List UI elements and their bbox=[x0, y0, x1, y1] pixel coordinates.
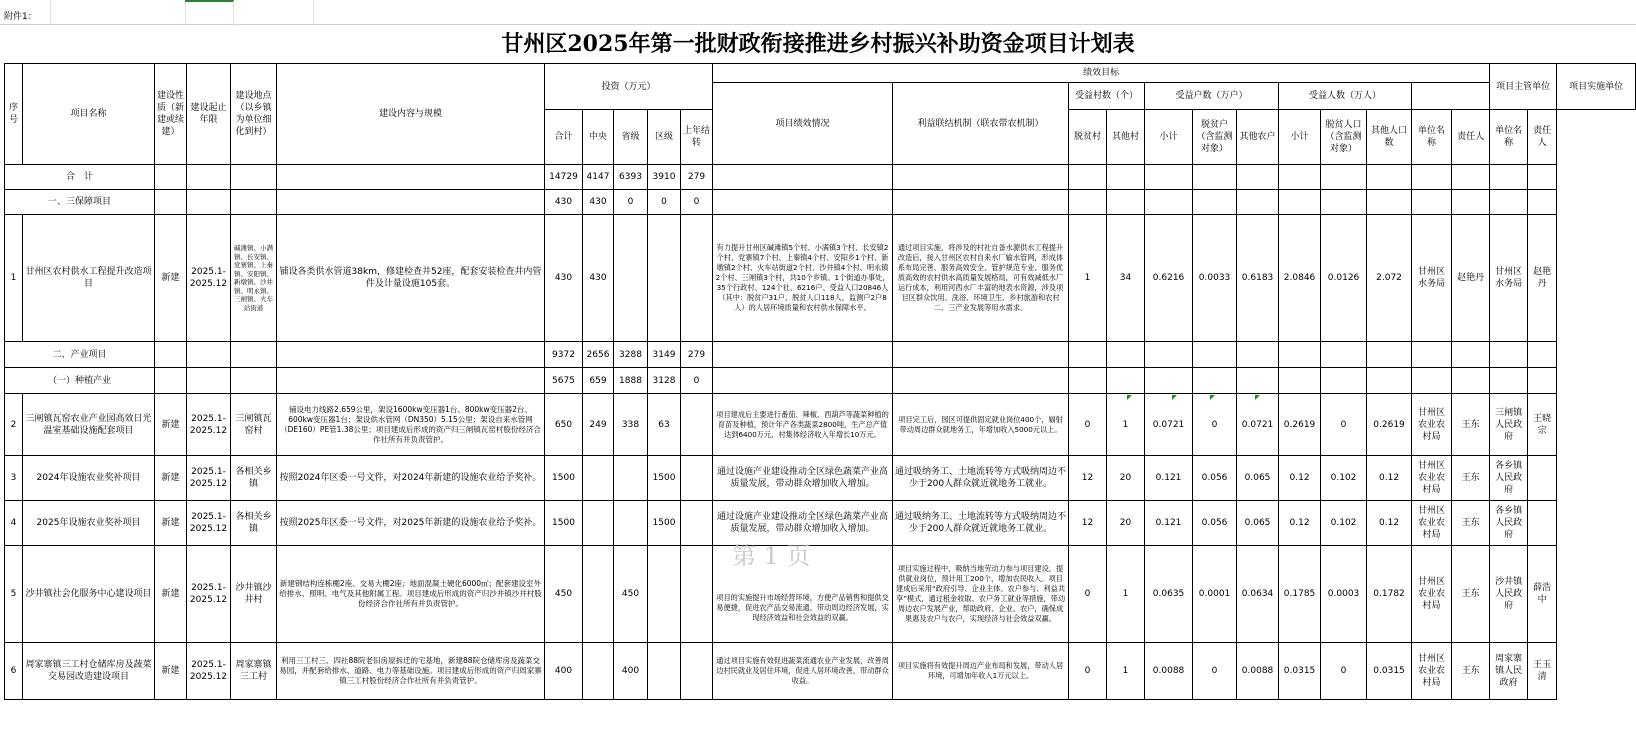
header-perf-situation: 项目绩效情况 bbox=[713, 83, 893, 165]
row-impl-unit: 三闸镇人民政府 bbox=[1490, 394, 1528, 456]
row-hh-poor: 0 bbox=[1193, 643, 1237, 700]
header-location: 建设地点（以乡镇为单位细化到村） bbox=[231, 64, 277, 165]
header-responsible: 责任人 bbox=[1452, 110, 1490, 165]
row-carry bbox=[681, 394, 713, 456]
row-location: 三闸镇瓦窑村 bbox=[231, 394, 277, 456]
row-name: 周家寨镇三工村仓储库房及蔬菜交易园改造建设项目 bbox=[23, 643, 155, 700]
row-performance: 通过设施产业建设推动全区绿色蔬菜产业高质量发展，带动群众增加收入增加。 bbox=[713, 501, 893, 546]
row-total: 650 bbox=[545, 394, 583, 456]
row-pop-poor: 0.102 bbox=[1321, 501, 1367, 546]
row-mechanism: 项目实施过程中，吸纳当地劳动力参与项目建设，提供就业岗位，预计用工200个，增加农民收入。项目建成后采用“政府引导、企业主体、农户参与、利益共享”模式，通过租金收取、农户务工就业等措施，带动周边农户发展产业，帮助政府、企业、农户，确保成果惠及农户与农户，实现经济与社会效益双赢。 bbox=[893, 546, 1069, 643]
header-impl-responsible: 责任人 bbox=[1528, 110, 1557, 165]
row-central bbox=[583, 546, 614, 643]
row-central bbox=[583, 643, 614, 700]
row-hh-poor: 0.056 bbox=[1193, 501, 1237, 546]
sheet-cell[interactable] bbox=[50, 0, 186, 24]
row-main-unit: 甘州区农业农村局 bbox=[1412, 643, 1452, 700]
section-carry: 0 bbox=[681, 190, 713, 215]
row-no: 2 bbox=[5, 394, 23, 456]
header-impl-unit-name: 单位名称 bbox=[1490, 110, 1528, 165]
row-pop-poor: 0 bbox=[1321, 394, 1367, 456]
row-mechanism: 项目实施将有效提升周边产业布局和发展，带动人居环境，可增加年收入1万元以上。 bbox=[893, 643, 1069, 700]
row-pop-sub: 0.2619 bbox=[1279, 394, 1321, 456]
cell-comment-indicator bbox=[1127, 395, 1132, 400]
row-hh-poor: 0 bbox=[1193, 394, 1237, 456]
header-households: 受益户数（万户） bbox=[1145, 83, 1279, 110]
row-nature: 新建 bbox=[155, 394, 187, 456]
header-inv-province: 省级 bbox=[614, 110, 648, 165]
row-mechanism: 通过吸纳务工、土地流转等方式吸纳周边不少于200人群众就近就地务工就业。 bbox=[893, 501, 1069, 546]
row-hh-sub: 0.0088 bbox=[1145, 643, 1193, 700]
row-total: 400 bbox=[545, 643, 583, 700]
row-main-resp: 王东 bbox=[1452, 501, 1490, 546]
row-main-unit: 甘州区农业农村局 bbox=[1412, 546, 1452, 643]
sheet-column-strip bbox=[0, 0, 1636, 25]
sheet-cell-selected[interactable] bbox=[185, 0, 234, 26]
row-province bbox=[614, 501, 648, 546]
summary-total: 14729 bbox=[545, 165, 583, 190]
row-pop-other: 0.1782 bbox=[1367, 546, 1412, 643]
row-content: 铺设各类供水管道38km，修建检查井52座，配套安装检查井内管件及计量设施105套。 bbox=[277, 215, 545, 342]
row-hh-sub: 0.0721 bbox=[1145, 394, 1193, 456]
row-mechanism: 通过吸纳务工、土地流转等方式吸纳周边不少于200人群众就近就地务工就业。 bbox=[893, 456, 1069, 501]
row-pop-poor: 0.0003 bbox=[1321, 546, 1367, 643]
row-location: 沙井镇沙井村 bbox=[231, 546, 277, 643]
project-plan-table bbox=[4, 63, 1636, 700]
row-other-village: 1 bbox=[1107, 643, 1145, 700]
section-central: 430 bbox=[583, 190, 614, 215]
header-nature: 建设性质（新建或续建） bbox=[155, 64, 187, 165]
section-district: 3128 bbox=[648, 368, 681, 394]
row-pop-sub: 0.12 bbox=[1279, 501, 1321, 546]
row-name: 2024年设施农业奖补项目 bbox=[23, 456, 155, 501]
header-hh-other: 其他农户 bbox=[1237, 110, 1279, 165]
row-impl-resp: 王玉清 bbox=[1528, 643, 1557, 700]
row-pop-other: 0.12 bbox=[1367, 456, 1412, 501]
header-hh-subtotal: 小计 bbox=[1145, 110, 1193, 165]
row-main-unit: 甘州区农业农村局 bbox=[1412, 394, 1452, 456]
header-hh-poor: 脱贫户（含监测对象） bbox=[1193, 110, 1237, 165]
header-pop-other: 其他人口数 bbox=[1367, 110, 1412, 165]
row-location: 周家寨镇三工村 bbox=[231, 643, 277, 700]
section-total: 5675 bbox=[545, 368, 583, 394]
row-central: 430 bbox=[583, 215, 614, 342]
row-hh-other: 0.6183 bbox=[1237, 215, 1279, 342]
cell-comment-indicator bbox=[1172, 395, 1177, 400]
cell-comment-indicator bbox=[1255, 395, 1260, 400]
row-hh-sub: 0.0635 bbox=[1145, 546, 1193, 643]
section-province: 0 bbox=[614, 190, 648, 215]
table-row bbox=[5, 456, 1636, 501]
row-pop-poor: 0.0126 bbox=[1321, 215, 1367, 342]
row-main-resp: 王东 bbox=[1452, 643, 1490, 700]
header-inv-central: 中央 bbox=[583, 110, 614, 165]
row-province: 400 bbox=[614, 643, 648, 700]
row-pop-other: 0.12 bbox=[1367, 501, 1412, 546]
table-row bbox=[5, 643, 1636, 700]
row-hh-poor: 0.056 bbox=[1193, 456, 1237, 501]
row-district: 63 bbox=[648, 394, 681, 456]
row-main-resp: 王东 bbox=[1452, 394, 1490, 456]
section-total: 9372 bbox=[545, 342, 583, 368]
row-no: 6 bbox=[5, 643, 23, 700]
row-hh-other: 0.0634 bbox=[1237, 546, 1279, 643]
row-poor-village: 12 bbox=[1069, 501, 1107, 546]
row-poor-village: 1 bbox=[1069, 215, 1107, 342]
section-total: 430 bbox=[545, 190, 583, 215]
row-other-village: 1 bbox=[1107, 394, 1145, 456]
row-province: 450 bbox=[614, 546, 648, 643]
header-main-unit: 项目主管单位 bbox=[1490, 64, 1557, 110]
row-central bbox=[583, 456, 614, 501]
header-content: 建设内容与规模 bbox=[277, 64, 545, 165]
header-name: 项目名称 bbox=[23, 64, 155, 165]
row-total: 450 bbox=[545, 546, 583, 643]
row-impl-unit: 甘州区水务局 bbox=[1490, 215, 1528, 342]
row-impl-resp bbox=[1528, 501, 1557, 546]
sheet-cell[interactable] bbox=[233, 0, 314, 24]
section-central: 659 bbox=[583, 368, 614, 394]
row-content: 铺设电力线路2.659公里，架设1600kw变压器1台、800kw变压器2台、600kw变压器1台；架设供水管网（DN350）5.15公里；架设自来水管网（DE160）PE管1.38公里；项目建成后形成的资产归三闸镇瓦窑村股份经济合作社所有并负责管护。 bbox=[277, 394, 545, 456]
row-no: 5 bbox=[5, 546, 23, 643]
section-carry: 0 bbox=[681, 368, 713, 394]
row-mechanism: 项目完工后，园区可提供固定就业岗位400个，辐射带动周边群众就地务工，年增加收入5000元以上。 bbox=[893, 394, 1069, 456]
header-impl-unit: 项目实施单位 bbox=[1557, 64, 1636, 110]
row-pop-other: 0.0315 bbox=[1367, 643, 1412, 700]
summary-district: 3910 bbox=[648, 165, 681, 190]
row-central bbox=[583, 501, 614, 546]
header-inv-carry: 上年结转 bbox=[681, 110, 713, 165]
section-province: 1888 bbox=[614, 368, 648, 394]
row-province bbox=[614, 456, 648, 501]
row-poor-village: 0 bbox=[1069, 643, 1107, 700]
row-impl-unit: 各乡镇人民政府 bbox=[1490, 456, 1528, 501]
header-row bbox=[5, 64, 1636, 83]
row-main-resp: 王东 bbox=[1452, 546, 1490, 643]
row-content: 按照2024年区委一号文件，对2024年新建的设施农业给予奖补。 bbox=[277, 456, 545, 501]
row-province bbox=[614, 215, 648, 342]
header-villages: 受益村数（个） bbox=[1069, 83, 1145, 110]
row-pop-sub: 0.12 bbox=[1279, 456, 1321, 501]
cell-comment-indicator bbox=[1210, 395, 1215, 400]
section-row bbox=[5, 342, 1636, 368]
row-content: 利用三工村三、四社88院老旧房屋拆迁的宅基地，新建88院仓储库房及蔬菜交易园，并配套给排水、道路、电力等基础设施。项目建成后形成的资产归周家寨镇三工村股份经济合作社所有并负责管护。 bbox=[277, 643, 545, 700]
row-hh-other: 0.0088 bbox=[1237, 643, 1279, 700]
table-row bbox=[5, 546, 1636, 643]
row-name: 三闸镇瓦窑农业产业园高效日光温室基础设施配套项目 bbox=[23, 394, 155, 456]
row-carry bbox=[681, 501, 713, 546]
summary-carry: 279 bbox=[681, 165, 713, 190]
row-main-resp: 赵艳丹 bbox=[1452, 215, 1490, 342]
row-no: 3 bbox=[5, 456, 23, 501]
row-pop-poor: 0.102 bbox=[1321, 456, 1367, 501]
row-no: 4 bbox=[5, 501, 23, 546]
section-district: 0 bbox=[648, 190, 681, 215]
section-label: 二、产业项目 bbox=[5, 342, 155, 368]
table-row bbox=[5, 501, 1636, 546]
row-poor-village: 0 bbox=[1069, 546, 1107, 643]
row-no: 1 bbox=[5, 215, 23, 342]
summary-label: 合 计 bbox=[5, 165, 155, 190]
header-inv-total: 合计 bbox=[545, 110, 583, 165]
row-name: 沙井镇社会化服务中心建设项目 bbox=[23, 546, 155, 643]
header-other-village: 其他村 bbox=[1107, 110, 1145, 165]
row-district: 1500 bbox=[648, 456, 681, 501]
header-population: 受益人数（万人） bbox=[1279, 83, 1412, 110]
row-period: 2025.1-2025.12 bbox=[187, 501, 231, 546]
header-period: 建设起止年限 bbox=[187, 64, 231, 165]
row-period: 2025.1-2025.12 bbox=[187, 643, 231, 700]
row-pop-poor: 0 bbox=[1321, 643, 1367, 700]
table-title: 甘州区2025年第一批财政衔接推进乡村振兴补助资金项目计划表 bbox=[501, 31, 1135, 57]
row-performance: 有力提升甘州区碱滩镇5个村、小满镇3个村、长安镇2个村、党寨镇7个村、上秦镇4个村、安阳乡1个村、新墩镇2个村、火车站街道2个村、沙井镇4个村、明永镇2个村、三闸镇3个村，共10个乡镇、1个街道办事处，35个行政村、124个社、6216户、受益人口20846人（其中：脱贫户31户、脱贫人口118人，监测户2户8人）的人居环境质量和农村供水保障水平。 bbox=[713, 215, 893, 342]
row-poor-village: 12 bbox=[1069, 456, 1107, 501]
row-carry bbox=[681, 546, 713, 643]
row-carry bbox=[681, 456, 713, 501]
row-name: 甘州区农村供水工程提升改造项目 bbox=[23, 215, 155, 342]
header-inv-district: 区级 bbox=[648, 110, 681, 165]
row-province: 338 bbox=[614, 394, 648, 456]
row-other-village: 20 bbox=[1107, 456, 1145, 501]
section-label: 一、三保障项目 bbox=[5, 190, 155, 215]
row-location: 各相关乡镇 bbox=[231, 456, 277, 501]
summary-province: 6393 bbox=[614, 165, 648, 190]
row-hh-other: 0.065 bbox=[1237, 501, 1279, 546]
row-mechanism: 通过项目实施，将涉及的村社自备水源供水工程提升改造后，接入甘州区农村自来水厂输水管网，形成体系布局完善、服务高效安全、管护规范专业、服务优质高效的农村供水高质量发展格局，可有效减低水厂运行成本，利用河西水厂丰富的地表水资源，涉及项目区群众饮用、洗浴、环境卫生、乡村旅游和农村二、三产业发展等用水需求。 bbox=[893, 215, 1069, 342]
section-central: 2656 bbox=[583, 342, 614, 368]
row-performance: 项目建成后主要进行番茄、辣椒、西葫芦等蔬菜种植的育苗及种植，预计年产各类蔬菜2800吨，生产总产值达到6400万元，村集体经济收入年增长10万元。 bbox=[713, 394, 893, 456]
summary-row-total bbox=[5, 165, 1636, 190]
header-seq: 序号 bbox=[5, 64, 23, 165]
header-pop-poor: 脱贫人口（含监测对象） bbox=[1321, 110, 1367, 165]
row-period: 2025.1-2025.12 bbox=[187, 215, 231, 342]
row-content: 按照2025年区委一号文件，对2025年新建的设施农业给予奖补。 bbox=[277, 501, 545, 546]
row-nature: 新建 bbox=[155, 501, 187, 546]
row-poor-village: 0 bbox=[1069, 394, 1107, 456]
row-pop-other: 0.2619 bbox=[1367, 394, 1412, 456]
row-impl-unit: 沙井镇人民政府 bbox=[1490, 546, 1528, 643]
row-location: 碱滩镇、小满镇、长安镇、党寨镇、上秦镇、安阳镇、新墩镇、沙井镇、明永镇、三闸镇、火车站街道 bbox=[231, 215, 277, 342]
header-unit-name: 单位名称 bbox=[1412, 110, 1452, 165]
row-performance: 项目的实施提升市场经营环境，方便产品销售和提供交易便捷，促进农产品交易流通，带动周边经济发展，实现经济效益和社会效益的双赢。 bbox=[713, 546, 893, 643]
row-period: 2025.1-2025.12 bbox=[187, 456, 231, 501]
row-period: 2025.1-2025.12 bbox=[187, 394, 231, 456]
row-main-resp: 王东 bbox=[1452, 456, 1490, 501]
header-performance: 绩效目标 bbox=[713, 64, 1490, 83]
row-main-unit: 甘州区水务局 bbox=[1412, 215, 1452, 342]
row-district bbox=[648, 546, 681, 643]
row-performance: 通过设施产业建设推动全区绿色蔬菜产业高质量发展，带动群众增加收入增加。 bbox=[713, 456, 893, 501]
row-pop-other: 2.072 bbox=[1367, 215, 1412, 342]
row-name: 2025年设施农业奖补项目 bbox=[23, 501, 155, 546]
row-impl-resp: 赵艳丹 bbox=[1528, 215, 1557, 342]
attachment-label: 附件1： bbox=[4, 12, 37, 22]
row-hh-poor: 0.0033 bbox=[1193, 215, 1237, 342]
row-district bbox=[648, 215, 681, 342]
row-hh-sub: 0.121 bbox=[1145, 456, 1193, 501]
row-pop-sub: 0.0315 bbox=[1279, 643, 1321, 700]
row-impl-unit: 各乡镇人民政府 bbox=[1490, 501, 1528, 546]
row-impl-resp bbox=[1528, 456, 1557, 501]
row-hh-poor: 0.0001 bbox=[1193, 546, 1237, 643]
row-impl-resp: 薛浩中 bbox=[1528, 546, 1557, 643]
section-label: （一）种植产业 bbox=[5, 368, 155, 394]
row-impl-resp: 王晓宗 bbox=[1528, 394, 1557, 456]
row-central: 249 bbox=[583, 394, 614, 456]
section-carry: 279 bbox=[681, 342, 713, 368]
row-total: 430 bbox=[545, 215, 583, 342]
section-row bbox=[5, 368, 1636, 394]
table-row bbox=[5, 394, 1636, 456]
section-province: 3288 bbox=[614, 342, 648, 368]
table-row bbox=[5, 215, 1636, 342]
row-impl-unit: 周家寨镇人民政府 bbox=[1490, 643, 1528, 700]
row-district bbox=[648, 643, 681, 700]
row-pop-sub: 0.1785 bbox=[1279, 546, 1321, 643]
row-nature: 新建 bbox=[155, 215, 187, 342]
header-perf-mechanism: 利益联结机制（联农带农机制） bbox=[893, 83, 1069, 165]
row-pop-sub: 2.0846 bbox=[1279, 215, 1321, 342]
header-poor-village: 脱贫村 bbox=[1069, 110, 1107, 165]
row-nature: 新建 bbox=[155, 546, 187, 643]
section-row bbox=[5, 190, 1636, 215]
row-carry bbox=[681, 215, 713, 342]
section-district: 3149 bbox=[648, 342, 681, 368]
page-watermark: 第 1 页 bbox=[732, 542, 811, 570]
row-location: 各相关乡镇 bbox=[231, 501, 277, 546]
header-investment: 投资（万元） bbox=[545, 64, 713, 110]
header-pop-subtotal: 小计 bbox=[1279, 110, 1321, 165]
row-content: 新建钢结构连栋棚2座、交易大棚2座；地面混凝土硬化6000㎡；配套建设室外给排水、照明、电气及其他附属工程。项目建成后形成的资产归沙井镇沙井村股份经济合作社所有并负责管护。 bbox=[277, 546, 545, 643]
row-hh-sub: 0.6216 bbox=[1145, 215, 1193, 342]
row-main-unit: 甘州区农业农村局 bbox=[1412, 501, 1452, 546]
row-hh-sub: 0.121 bbox=[1145, 501, 1193, 546]
row-other-village: 20 bbox=[1107, 501, 1145, 546]
row-hh-other: 0.065 bbox=[1237, 456, 1279, 501]
row-period: 2025.1-2025.12 bbox=[187, 546, 231, 643]
summary-central: 4147 bbox=[583, 165, 614, 190]
row-hh-other: 0.0721 bbox=[1237, 394, 1279, 456]
row-main-unit: 甘州区农业农村局 bbox=[1412, 456, 1452, 501]
row-other-village: 34 bbox=[1107, 215, 1145, 342]
row-total: 1500 bbox=[545, 456, 583, 501]
row-nature: 新建 bbox=[155, 643, 187, 700]
row-district: 1500 bbox=[648, 501, 681, 546]
row-carry bbox=[681, 643, 713, 700]
row-total: 1500 bbox=[545, 501, 583, 546]
row-other-village: 1 bbox=[1107, 546, 1145, 643]
row-nature: 新建 bbox=[155, 456, 187, 501]
row-performance: 通过项目实施有效促进蔬菜流通农业产业发展，改善周边村民就业及居住环境，促进人居环境改善，带动群众收益。 bbox=[713, 643, 893, 700]
